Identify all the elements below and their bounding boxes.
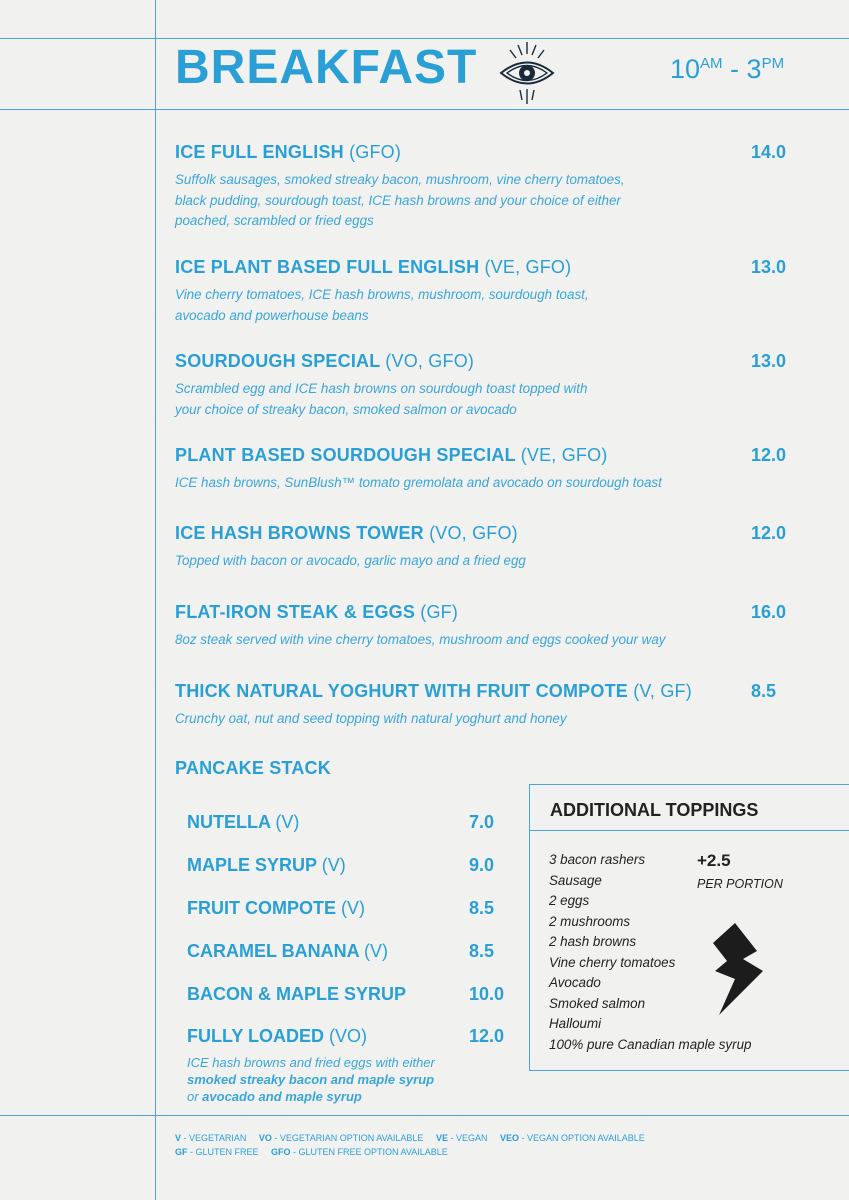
pancake-item-name: FRUIT COMPOTE (V)	[187, 898, 366, 918]
menu-item-description: Scrambled egg and ICE hash browns on sourdough toast topped with your choice of streaky bacon, smoked salmon or avocado	[175, 381, 588, 417]
topping-item: Smoked salmon	[549, 996, 646, 1011]
pancake-item-price: 8.5	[469, 898, 495, 918]
service-hours: $10^{AM} - 3^{PM}$	[670, 54, 785, 84]
pancake-heading: PANCAKE STACK	[175, 758, 331, 778]
menu-item-price: 12.0	[751, 523, 787, 543]
pancake-item-price: 12.0	[469, 1026, 505, 1046]
menu-item-description: Crunchy oat, nut and seed topping with natural yoghurt and honey	[175, 711, 567, 726]
header-bottom-rule	[0, 109, 849, 110]
menu-item-description: ICE hash browns, SunBlush™ tomato gremolata and avocado on sourdough toast	[175, 475, 662, 490]
menu-item-price: 13.0	[751, 351, 787, 371]
lightning-bolt-icon	[713, 923, 763, 1015]
menu-item-price: 12.0	[751, 445, 787, 465]
pancake-item-price: 8.5	[469, 941, 495, 961]
menu-item-name: ICE HASH BROWNS TOWER (VO, GFO)	[175, 523, 518, 543]
menu-item-name: SOURDOUGH SPECIAL (VO, GFO)	[175, 351, 475, 371]
fully-loaded-description: ICE hash browns and fried eggs with either smoked streaky bacon and maple syrup or avocado and maple syrup	[187, 1055, 435, 1104]
dietary-legend-line-2: GF - GLUTEN FREE GFO - GLUTEN FREE OPTION AVAILABLE	[175, 1147, 448, 1157]
pancake-item-name: BACON & MAPLE SYRUP	[187, 984, 407, 1004]
topping-item: 100% pure Canadian maple syrup	[549, 1037, 752, 1052]
topping-item: Sausage	[549, 873, 602, 888]
toppings-price-note: PER PORTION	[697, 877, 783, 891]
topping-item: Avocado	[549, 975, 601, 990]
menu-item-description: Topped with bacon or avocado, garlic mayo and a fried egg	[175, 553, 526, 568]
pancake-item-price: 9.0	[469, 855, 495, 875]
topping-item: Halloumi	[549, 1016, 602, 1031]
topping-item: Vine cherry tomatoes	[549, 955, 676, 970]
menu-item-price: 13.0	[751, 257, 787, 277]
eye-icon	[498, 40, 556, 106]
pancake-item-name: FULLY LOADED (VO)	[187, 1026, 368, 1046]
menu-item-price: 8.5	[751, 681, 777, 701]
menu-item-name: PLANT BASED SOURDOUGH SPECIAL (VE, GFO)	[175, 445, 608, 465]
menu-item-name: THICK NATURAL YOGHURT WITH FRUIT COMPOTE (V, GF)	[175, 681, 692, 701]
vertical-rule	[155, 0, 156, 1200]
pancake-item-name: CARAMEL BANANA (V)	[187, 941, 389, 961]
topping-item: 2 eggs	[549, 893, 590, 908]
topping-item: 2 hash browns	[549, 934, 637, 949]
menu-item-name: FLAT-IRON STEAK & EGGS (GF)	[175, 602, 459, 622]
footer-rule	[0, 1115, 849, 1116]
pancake-item-price: 10.0	[469, 984, 505, 1004]
menu-item-price: 14.0	[751, 142, 787, 162]
header-top-rule	[0, 38, 849, 39]
topping-item: 2 mushrooms	[549, 914, 631, 929]
menu-item-price: 16.0	[751, 602, 787, 622]
menu-item-description: 8oz steak served with vine cherry tomatoes, mushroom and eggs cooked your way	[175, 632, 666, 647]
pancake-item-price: 7.0	[469, 812, 495, 832]
toppings-price: +2.5	[697, 851, 731, 870]
menu-item-description: Vine cherry tomatoes, ICE hash browns, mushroom, sourdough toast, avocado and powerhouse beans	[175, 287, 589, 323]
pancake-item-name: NUTELLA (V)	[187, 812, 300, 832]
toppings-divider	[529, 830, 849, 831]
topping-item: 3 bacon rashers	[549, 852, 646, 867]
menu-item-name: ICE FULL ENGLISH (GFO)	[175, 142, 402, 162]
menu-item-description: Suffolk sausages, smoked streaky bacon, mushroom, vine cherry tomatoes, black pudding, sourdough toast, ICE hash browns and your choice of either poached, scrambled or fried eggs	[175, 172, 625, 228]
page-title: BREAKFAST	[175, 41, 478, 94]
toppings-title: ADDITIONAL TOPPINGS	[550, 800, 759, 820]
pancake-item-name: MAPLE SYRUP (V)	[187, 855, 346, 875]
menu-item-name: ICE PLANT BASED FULL ENGLISH (VE, GFO)	[175, 257, 572, 277]
dietary-legend-line-1: V - VEGETARIAN VO - VEGETARIAN OPTION AVAILABLE VE - VEGAN VEO - VEGAN OPTION AVAILABLE	[175, 1133, 645, 1143]
